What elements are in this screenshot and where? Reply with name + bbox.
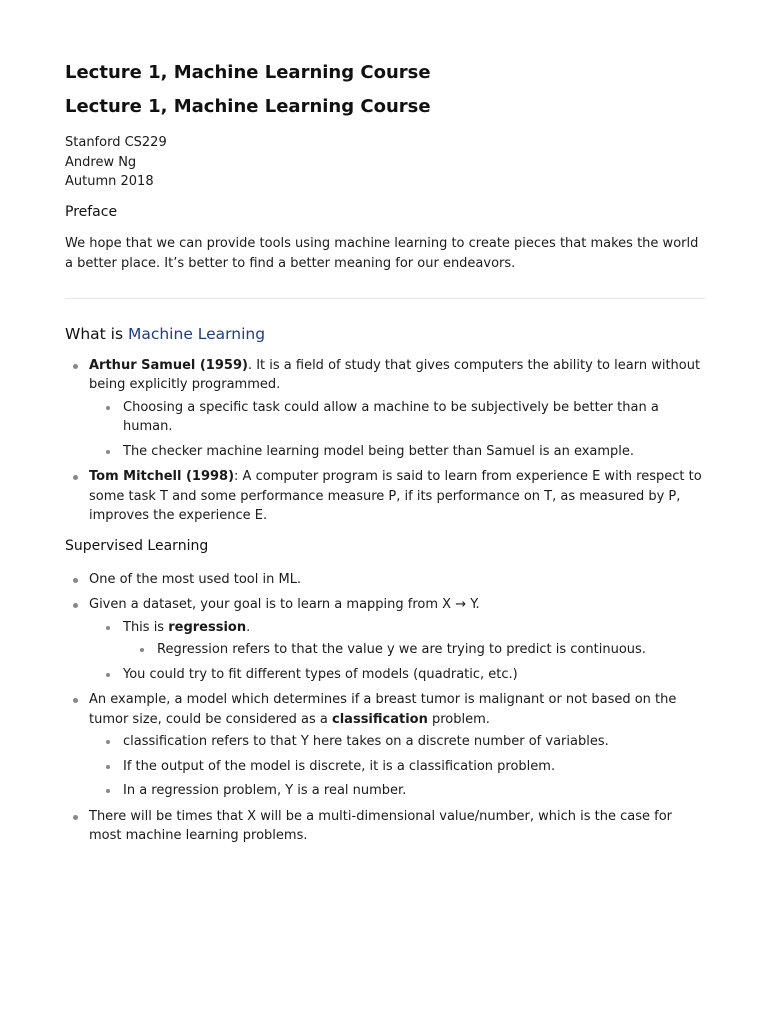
page-title: Lecture 1, Machine Learning Course	[65, 62, 431, 83]
section-divider	[65, 298, 705, 299]
classification-sublist	[89, 732, 705, 801]
supervised-heading: Supervised Learning	[65, 537, 209, 554]
mitchell-text: : A computer program is said to learn from experience E with respect to some task T and some performance measure P, if its performance on T, as measured by P, improves the experience E.	[89, 469, 702, 523]
samuel-sub-item: Choosing a specific task could allow a machine to be subjectively be better than a human.	[89, 398, 705, 437]
regression-bold: regression	[168, 619, 247, 635]
regression-item	[89, 618, 705, 660]
document-content	[65, 62, 705, 852]
fit-models-item: You could try to fit different types of models (quadratic, etc.)	[89, 665, 705, 685]
meta-course: Stanford CS229	[65, 135, 167, 150]
preface-heading: Preface	[65, 203, 118, 220]
preface-text: We hope that we can provide tools using machine learning to create pieces that makes the world a better place. It’s better to find a better meaning for our endeavors.	[65, 235, 699, 271]
samuel-sublist	[89, 398, 705, 462]
meta-term: Autumn 2018	[65, 174, 154, 189]
mapping-text: Given a dataset, your goal is to learn a mapping from X → Y.	[89, 597, 480, 612]
meta-instructor: Andrew Ng	[65, 154, 137, 170]
classification-note: classification refers to that Y here takes on a discrete number of variables.	[89, 732, 705, 752]
machine-learning-link[interactable]: Machine Learning	[127, 324, 266, 343]
list-item-multidim: There will be times that X will be a multi-dimensional value/number, which is the case for most machine learning problems.	[65, 807, 705, 846]
list-item-mitchell	[65, 467, 705, 526]
samuel-name: Arthur Samuel (1959)	[89, 357, 248, 373]
list-item-samuel	[65, 356, 705, 462]
meta-block	[65, 133, 705, 192]
samuel-text: . It is a field of study that gives computers the ability to learn without being explicitly programmed.	[89, 357, 701, 392]
regression-sublist	[123, 640, 705, 660]
classification-bold: classification	[332, 711, 428, 727]
list-item-example	[65, 690, 705, 801]
regression-note: Regression refers to that the value y we are trying to predict is continuous.	[123, 640, 705, 660]
samuel-sub-item: The checker machine learning model being better than Samuel is an example.	[89, 442, 705, 462]
example-suffix: problem.	[427, 711, 490, 727]
definitions-list	[65, 356, 705, 526]
classification-note: In a regression problem, Y is a real number.	[89, 781, 705, 801]
what-is-prefix: What is	[65, 324, 128, 343]
example-prefix: An example, a model which determines if a breast tumor is malignant or not based on the tumor size, could be considered as a	[89, 692, 677, 727]
supervised-list	[65, 570, 705, 846]
what-is-heading	[65, 323, 705, 345]
regression-prefix: This is	[123, 619, 169, 635]
classification-note: If the output of the model is discrete, it is a classification problem.	[89, 757, 705, 777]
list-item-mapping	[65, 595, 705, 684]
regression-suffix: .	[246, 619, 251, 635]
list-item: One of the most used tool in ML.	[65, 570, 705, 590]
mitchell-name: Tom Mitchell (1998)	[89, 469, 235, 484]
page-title-repeat: Lecture 1, Machine Learning Course	[65, 96, 431, 117]
mapping-sublist	[89, 618, 705, 685]
